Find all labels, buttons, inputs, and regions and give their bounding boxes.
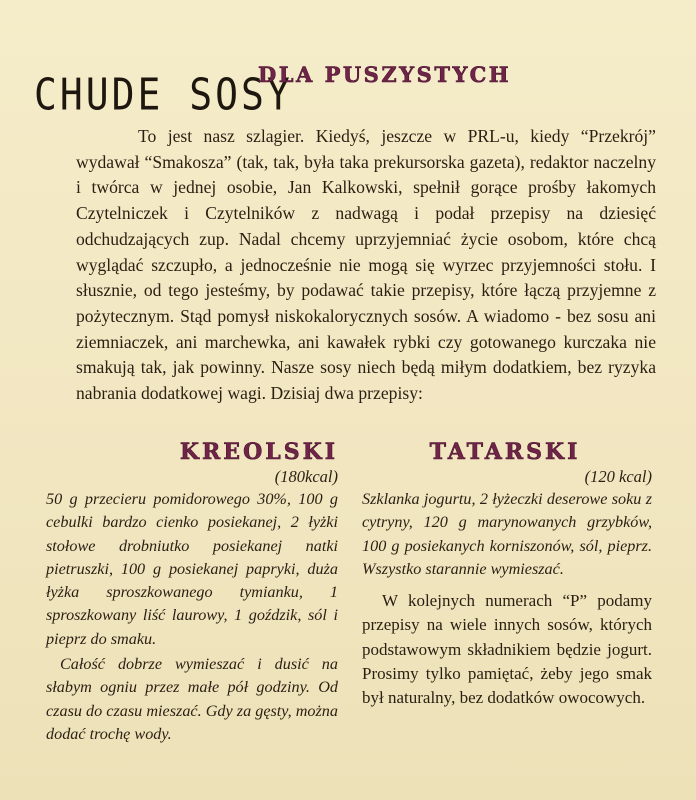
recipe-kcal-tatarski: (120 kcal) <box>584 467 652 486</box>
recipe-ingredients-kreolski: 50 g przecieru pomidorowego 30%, 100 g cebulki bardzo cienko posiekanej, 2 łyżki stołowe drobniutko posiekanej natki pietruszki, 100 g posiekanej papryki, duża łyżka sproszkowanego tymianku, 1 sproszkowany liść laurowy, 1 goździk, sól i pieprz do smaku. <box>46 490 338 648</box>
recipe-kcal-kreolski: (180kcal) <box>274 467 338 486</box>
article-title: CHUDE SOSY <box>34 69 293 121</box>
recipe-ingredients-tatarski: Szklanka jogurtu, 2 łyżeczki deserowe soku z cytryny, 120 g marynowanych grzybków, 100 g posiekanych korniszonów, sól, pieprz. Wszystko starannie wymieszać. <box>362 490 652 578</box>
recipe-title-tatarski: TATARSKI <box>429 439 581 465</box>
recipe-tatarski <box>362 438 652 711</box>
recipe-title-kreolski: KREOLSKI <box>179 439 338 465</box>
article-subtitle: DLA PUSZYSTYCH <box>258 62 512 87</box>
recipe-note-tatarski: W kolejnych numerach “P” podamy przepisy na wiele innych sosów, których podstawowym składnikiem będzie jogurt. Prosimy tylko pamiętać, żeby jego smak był naturalny, bez dodatków owocowych. <box>362 591 652 708</box>
recipe-kreolski <box>46 438 338 746</box>
recipe-method-kreolski: Całość dobrze wymieszać i dusić na słabym ogniu przez małe pół godziny. Od czasu do czasu mieszać. Gdy za gęsty, można dodać trochę wody. <box>46 655 338 743</box>
intro-paragraph: To jest nasz szlagier. Kiedyś, jeszcze w PRL-u, kiedy “Przekrój” wydawał “Smakosza” (tak, tak, była taka prekursorska gazeta), redaktor naczelny i twórca w jednej osobie, Jan Kalkowski, spełnił gorące prośby łakomych Czytelniczek i Czytelników z nadwagą i podał przepisy na dziesięć odchudzających zup. Nadal chcemy uprzyjemniać życie osobom, które chcą wyglądać szczupło, a jednocześnie nie mogą się wyrzec przyjemności stołu. I słusznie, od tego jesteśmy, by podawać takie przepisy, które łączą przyjemne z pożytecznym. Stąd pomysł niskokalorycznych sosów. A wiadomo - bez sosu ani ziemniaczek, ani marchewka, ani kawałek rybki czy gotowanego kurczaka nie smakują tak, jak powinny. Nasze sosy niech będą miłym dodatkiem, bez ryzyka nabrania dodatkowej wagi. Dzisiaj dwa przepisy: <box>76 126 656 404</box>
